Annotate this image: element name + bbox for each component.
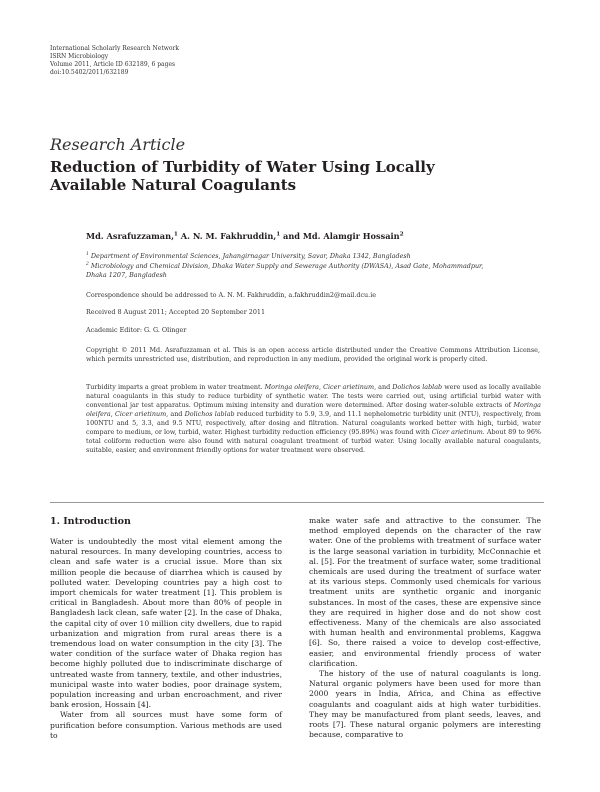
title-line-1: Reduction of Turbidity of Water Using Locally — [50, 158, 435, 176]
affil-num: 1 — [86, 251, 89, 257]
article-type: Research Article — [50, 135, 186, 154]
author-1: Md. Asrafuzzaman, — [86, 231, 174, 241]
subjournal-name: ISRN Microbiology — [50, 53, 109, 60]
affil-ref: 2 — [399, 231, 404, 238]
journal-name: International Scholarly Research Network — [50, 45, 179, 52]
right-column — [309, 516, 541, 740]
author-list — [86, 231, 404, 241]
left-column — [50, 537, 282, 741]
species-name: Moringa oleifera — [86, 401, 541, 418]
species-name: Moringa oleifera — [264, 383, 319, 391]
affil-text: Department of Environmental Sciences, Jahangirnagar University, Savar, Dhaka 1342, Bangladesh — [90, 252, 411, 260]
academic-editor: Academic Editor: G. G. Olinger — [86, 326, 187, 334]
species-name: Cicer arietinum — [114, 410, 167, 418]
affil-num: 2 — [86, 261, 89, 267]
affil-ref: 1 — [276, 231, 281, 238]
body-paragraph: Water from all sources must have some form of purification before consumption. Various methods are used to — [50, 710, 282, 740]
body-paragraph: The history of the use of natural coagulants is long. Natural organic polymers have been used for more than 2000 years in India, Africa, and China as effective coagulants and coagulant aids at high water turbidities. They may be manufactured from plant seeds, leaves, and roots [7]. These natural organic polymers are interesting because, comparative to — [309, 669, 541, 740]
affiliation-2 — [86, 262, 506, 280]
volume-info: Volume 2011, Article ID 632189, 6 pages — [50, 61, 176, 68]
received-dates: Received 8 August 2011; Accepted 20 September 2011 — [86, 308, 266, 316]
abstract: Turbidity imparts a great problem in water treatment. Moringa oleifera, Cicer arietinum, and Dolichos lablab were used as locally available natural coagulants in this study to reduce turbidity of synthetic water. The tests were carried out, using artificial turbid water with conventional jar test apparatus. Optimum mixing intensity and duration were determined. After dosing water-soluble extracts of Moringa oleifera, Cicer arietinum, and Dolichos lablab reduced turbidity to 5.9, 3.9, and 11.1 nephelometric turbidity unit (NTU), respectively, from 100NTU and 5, 3.3, and 9.5 NTU, respectively, after dosing and filtration. Natural coagulants worked better with high, turbid, water compare to medium, or low, turbid, water. Highest turbidity reduction efficiency (95.89%) was found with Cicer arietinum. About 89 to 96% total coliform reduction were also found with natural coagulant treatment of turbid water. Using locally available natural coagulants, suitable, easier, and environment friendly options for water treatment were observed. — [86, 383, 541, 454]
affiliation-1 — [86, 252, 506, 261]
section-heading: 1. Introduction — [50, 516, 131, 527]
author-2: A. N. M. Fakhruddin, — [177, 231, 277, 241]
affil-text: Microbiology and Chemical Division, Dhaka Water Supply and Sewerage Authority (DWASA), Asad Gate, Mohammadpur, Dhaka 1207, Bangladesh — [86, 262, 484, 279]
species-name: Cicer arietinum — [323, 383, 375, 391]
correspondence: Correspondence should be addressed to A. N. M. Fakhruddin, a.fakhruddin2@mail.dcu.ie — [86, 291, 377, 299]
copyright-notice: Copyright © 2011 Md. Asrafuzzaman et al. This is an open access article distributed under the Creative Commons Attribution License, which permits unrestricted use, distribution, and reproduction in any medium, provided the original work is properly cited. — [86, 346, 540, 363]
species-name: Dolichos lablab — [392, 383, 443, 391]
species-name: Cicer arietinum — [431, 428, 483, 436]
journal-header — [50, 45, 179, 77]
affil-ref: 1 — [173, 231, 178, 238]
doi: doi:10.5402/2011/632189 — [50, 69, 129, 76]
body-paragraph: Water is undoubtedly the most vital element among the natural resources. In many developing countries, access to clean and safe water is a crucial issue. More than six million people die because of diarrhea which is caused by polluted water. Developing countries pay a high cost to import chemicals for water treatment [1]. This problem is critical in Bangladesh. About more than 80% of people in Bangladesh lack clean, safe water [2]. In the case of Dhaka, the capital city of over 10 million city dwellers, due to rapid urbanization and migration from rural areas there is a tremendous load on water consumption in the city [3]. The water condition of the surface water of Dhaka region has become highly polluted due to indiscriminate discharge of untreated waste from tannery, textile, and other industries, municipal waste into water bodies, poor drainage system, population increasing and urban encroachment, and river bank erosion, Hossain [4]. — [50, 537, 282, 710]
species-name: Dolichos lablab — [184, 410, 235, 418]
body-paragraph: make water safe and attractive to the consumer. The method employed depends on the character of the raw water. One of the problems with treatment of surface water is the large seasonal variation in turbidity, McConnachie et al. [5]. For the treatment of surface water, some traditional chemicals are used during the treatment of surface water at its various steps. Commonly used chemicals for various treatment units are synthetic organic and inorganic substances. In most of the cases, these are expensive since they are required in higher dose and do not show cost effectiveness. Many of the chemicals are also associated with human health and environmental problems, Kaggwa [6]. So, there raised a voice to develop cost-effective, easier, and environmental friendly process of water clarification. — [309, 516, 541, 668]
paper-title — [50, 158, 470, 194]
section-divider — [50, 502, 544, 503]
title-line-2: Available Natural Coagulants — [50, 176, 297, 194]
author-3: and Md. Alamgir Hossain — [280, 231, 400, 241]
